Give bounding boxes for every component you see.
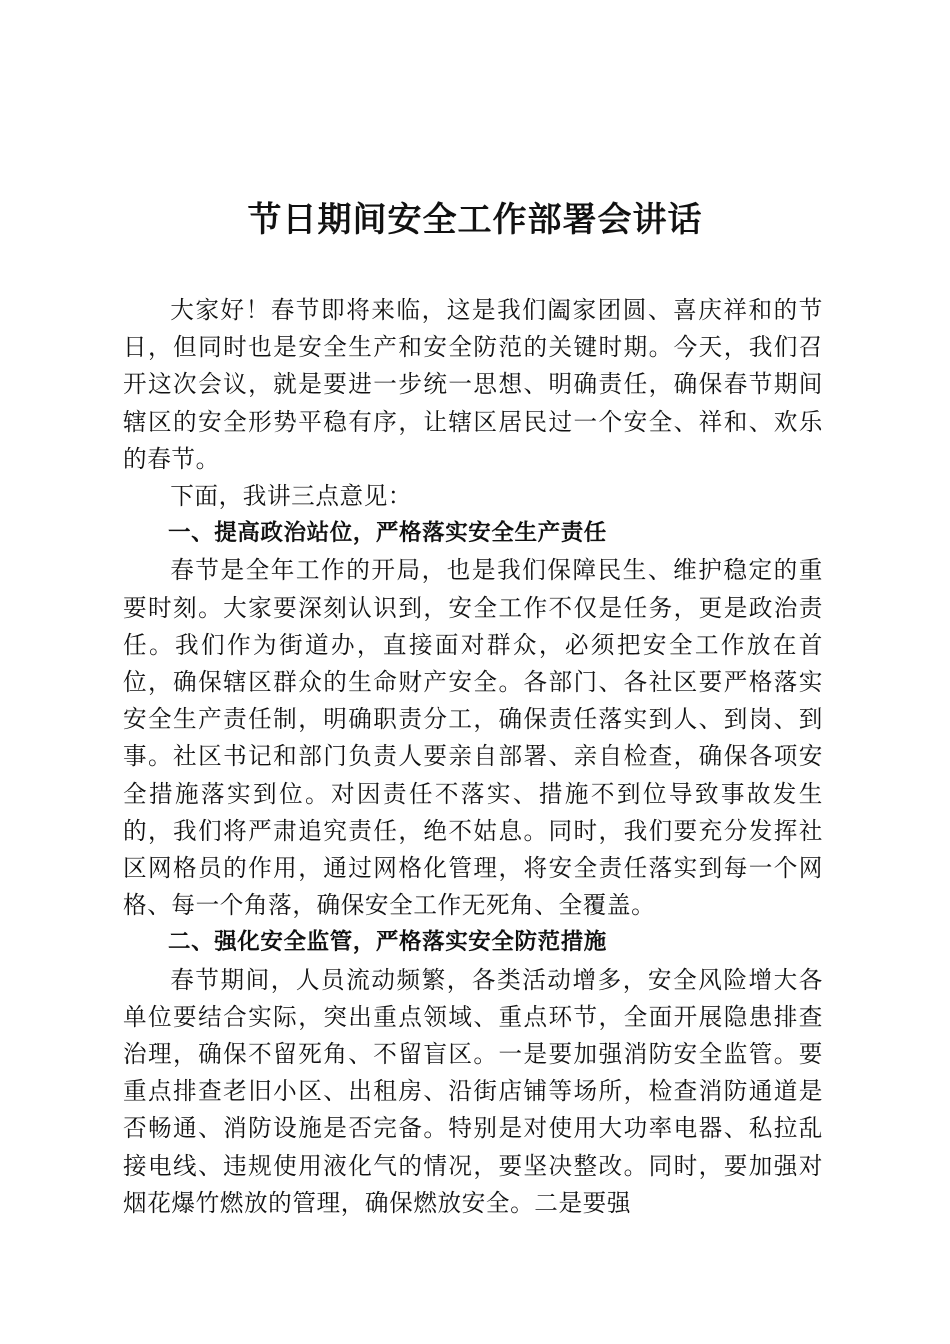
paragraph-section-2: 春节期间，人员流动频繁，各类活动增多，安全风险增大各单位要结合实际，突出重点领域、重点环节，全面开展隐患排查治理，确保不留死角、不留盲区。一是要加强消防安全监管。要重点排查老旧小区、出租房、沿街店铺等场所，检查消防通道是否畅通、消防设施是否完备。特别是对使用大功率电器、私拉乱接电线、违规使用液化气的情况，要坚决整改。同时，要加强对烟花爆竹燃放的管理，确保燃放安全。二是要强 [123,965,823,1217]
paragraph-intro: 下面，我讲三点意见： [170,482,413,511]
section-heading-1: 一、提高政治站位，严格落实安全生产责任 [168,520,607,547]
paragraph-section-1: 春节是全年工作的开局，也是我们保障民生、维护稳定的重要时刻。大家要深刻认识到，安全工作不仅是任务，更是政治责任。我们作为街道办，直接面对群众，必须把安全工作放在首位，确保辖区群众的生命财产安全。各部门、各社区要严格落实安全生产责任制，明确职责分工，确保责任落实到人、到岗、到事。社区书记和部门负责人要亲自部署、亲自检查，确保各项安全措施落实到位。对因责任不落实、措施不到位导致事故发生的，我们将严肃追究责任，绝不姑息。同时，我们要充分发挥社区网格员的作用，通过网格化管理，将安全责任落实到每一个网格、每一个角落，确保安全工作无死角、全覆盖。 [123,556,823,920]
section-heading-2: 二、强化安全监管，严格落实安全防范措施 [168,929,607,956]
document-title: 节日期间安全工作部署会讲话 [247,200,703,240]
document-body [123,292,823,1222]
paragraph-greeting: 大家好！春节即将来临，这是我们阖家团圆、喜庆祥和的节日，但同时也是安全生产和安全防范的关键时期。今天，我们召开这次会议，就是要进一步统一思想、明确责任，确保春节期间辖区的安全形势平稳有序，让辖区居民过一个安全、祥和、欢乐的春节。 [123,296,823,473]
